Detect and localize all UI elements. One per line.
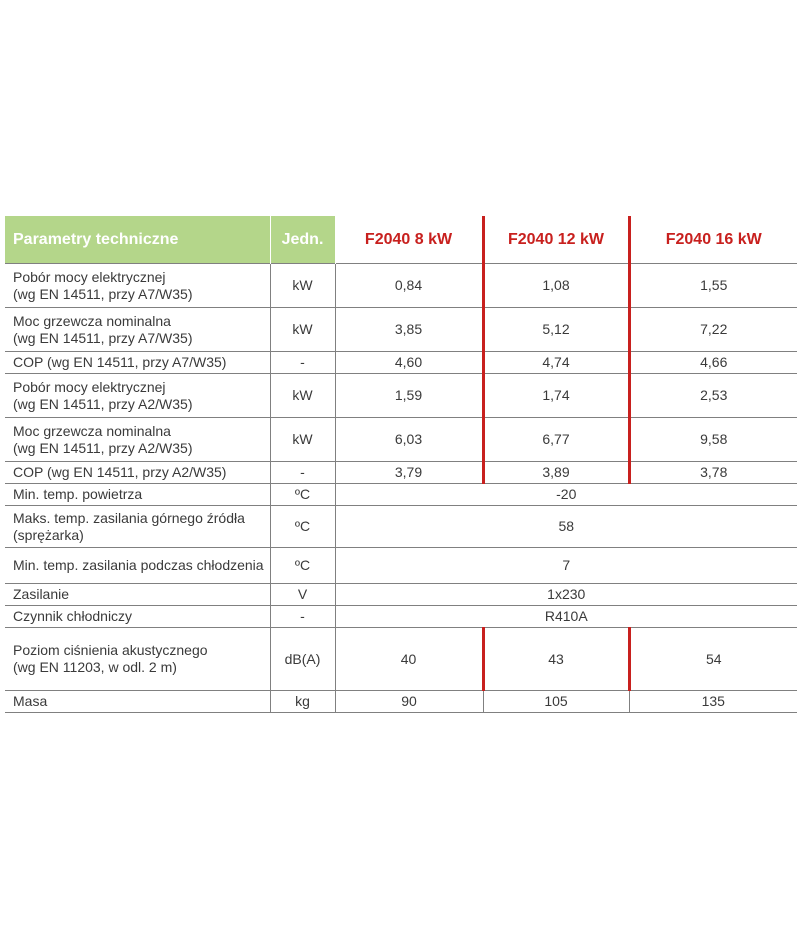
param-line: (wg EN 14511, przy A7/W35)	[13, 285, 193, 302]
header-parameters: Parametry techniczne	[5, 216, 270, 264]
row-parameter: Zasilanie	[5, 584, 270, 606]
merged-value: 58	[335, 506, 797, 548]
value-12kw: 3,89	[483, 462, 629, 484]
row-parameter: Masa	[5, 691, 270, 713]
header-model-16kw: F2040 16 kW	[629, 216, 797, 264]
row-unit: kW	[270, 418, 335, 462]
value-8kw: 90	[335, 691, 483, 713]
value-8kw: 6,03	[335, 418, 483, 462]
row-parameter	[5, 418, 270, 462]
table-row	[5, 308, 797, 352]
row-unit: dB(A)	[270, 628, 335, 691]
value-8kw: 3,85	[335, 308, 483, 352]
row-unit: -	[270, 606, 335, 628]
technical-parameters-table	[5, 216, 797, 713]
param-line: Pobór mocy elektrycznej	[13, 268, 166, 285]
row-unit: kW	[270, 308, 335, 352]
row-unit: ºC	[270, 484, 335, 506]
value-12kw: 43	[483, 628, 629, 691]
row-parameter	[5, 506, 270, 548]
param-line: Moc grzewcza nominalna	[13, 312, 171, 329]
header-model-12kw: F2040 12 kW	[483, 216, 629, 264]
table-row	[5, 548, 797, 584]
value-16kw: 135	[629, 691, 797, 713]
table-row	[5, 374, 797, 418]
value-8kw: 40	[335, 628, 483, 691]
row-unit: V	[270, 584, 335, 606]
value-8kw: 0,84	[335, 264, 483, 308]
row-parameter: COP (wg EN 14511, przy A7/W35)	[5, 352, 270, 374]
param-line: (wg EN 14511, przy A2/W35)	[13, 395, 193, 412]
row-parameter: Min. temp. powietrza	[5, 484, 270, 506]
value-16kw: 2,53	[629, 374, 797, 418]
value-12kw: 5,12	[483, 308, 629, 352]
merged-value: 1x230	[335, 584, 797, 606]
param-line: (wg EN 11203, w odl. 2 m)	[13, 659, 177, 675]
param-line: Moc grzewcza nominalna	[13, 422, 171, 439]
merged-value: R410A	[335, 606, 797, 628]
value-16kw: 1,55	[629, 264, 797, 308]
param-line: Maks. temp. zasilania górnego źródła	[13, 509, 245, 526]
param-line: (wg EN 14511, przy A2/W35)	[13, 439, 193, 456]
merged-value: -20	[335, 484, 797, 506]
row-unit: kg	[270, 691, 335, 713]
row-parameter	[5, 628, 270, 691]
value-16kw: 7,22	[629, 308, 797, 352]
row-parameter: Min. temp. zasilania podczas chłodzenia	[5, 548, 270, 584]
row-parameter	[5, 264, 270, 308]
table-row	[5, 691, 797, 713]
param-line: (sprężarka)	[13, 526, 84, 543]
table-row	[5, 606, 797, 628]
row-unit: -	[270, 352, 335, 374]
table-row	[5, 484, 797, 506]
row-unit: ºC	[270, 548, 335, 584]
row-unit: kW	[270, 374, 335, 418]
row-parameter: COP (wg EN 14511, przy A2/W35)	[5, 462, 270, 484]
row-unit: -	[270, 462, 335, 484]
table-row	[5, 462, 797, 484]
header-model-8kw: F2040 8 kW	[335, 216, 483, 264]
value-8kw: 1,59	[335, 374, 483, 418]
value-12kw: 6,77	[483, 418, 629, 462]
header-unit: Jedn.	[270, 216, 335, 264]
value-12kw: 105	[483, 691, 629, 713]
param-line: Pobór mocy elektrycznej	[13, 378, 166, 395]
row-parameter	[5, 374, 270, 418]
param-line: Poziom ciśnienia akustycznego	[13, 642, 208, 658]
row-parameter	[5, 308, 270, 352]
value-12kw: 1,08	[483, 264, 629, 308]
row-unit: ºC	[270, 506, 335, 548]
table-row	[5, 264, 797, 308]
row-parameter: Czynnik chłodniczy	[5, 606, 270, 628]
value-16kw: 54	[629, 628, 797, 691]
value-16kw: 9,58	[629, 418, 797, 462]
table-row	[5, 628, 797, 691]
table-row	[5, 418, 797, 462]
value-12kw: 4,74	[483, 352, 629, 374]
header-row	[5, 216, 797, 264]
param-line: (wg EN 14511, przy A7/W35)	[13, 329, 193, 346]
table-row	[5, 506, 797, 548]
value-8kw: 4,60	[335, 352, 483, 374]
table-row	[5, 584, 797, 606]
table-row	[5, 352, 797, 374]
row-unit: kW	[270, 264, 335, 308]
merged-value: 7	[335, 548, 797, 584]
value-16kw: 4,66	[629, 352, 797, 374]
value-12kw: 1,74	[483, 374, 629, 418]
spec-table-container	[5, 216, 797, 713]
value-8kw: 3,79	[335, 462, 483, 484]
value-16kw: 3,78	[629, 462, 797, 484]
